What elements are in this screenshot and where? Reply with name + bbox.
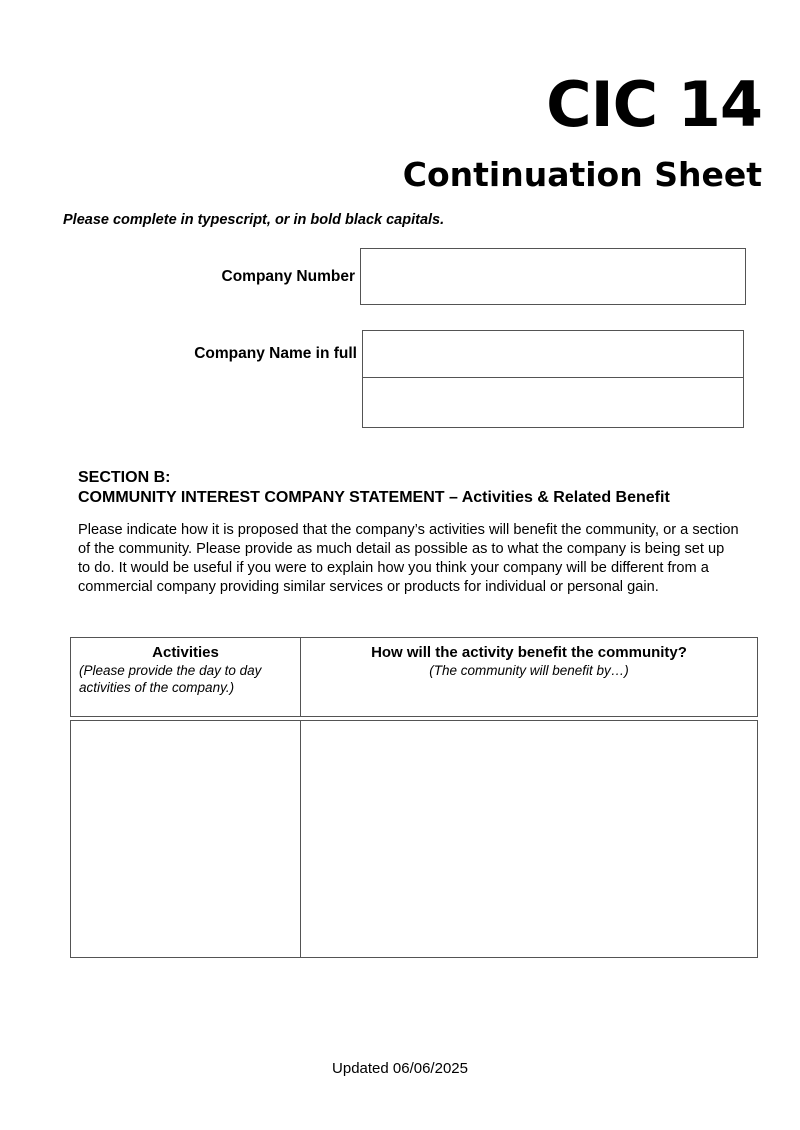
benefit-entry-cell[interactable] [301,721,757,957]
form-title: Continuation Sheet [402,155,762,194]
table-body-row [70,720,758,958]
section-b-description: Please indicate how it is proposed that the company’s activities will benefit the community, or a section of the community. Please provide as much detail as possible as to what the company is being set up to do. It would be useful if you were to explain how you think your company will be different from a commercial company providing similar services or products for individual or personal gain. [78,522,739,595]
company-name-input-line1[interactable] [362,330,744,378]
activities-column-subtitle: (Please provide the day to day activities of the company.) [79,663,262,695]
benefit-header-cell [301,638,757,716]
activities-column-title: Activities [152,644,219,661]
updated-date: Updated 06/06/2025 [332,1060,468,1077]
company-name-label: Company Name in full [194,345,357,362]
form-code: CIC 14 [546,68,762,141]
table-header-row [70,637,758,717]
section-b-heading-line2: COMMUNITY INTEREST COMPANY STATEMENT – Activities & Related Benefit [78,489,670,506]
benefit-column-subtitle: (The community will benefit by…) [429,663,629,678]
typescript-note: Please complete in typescript, or in bold black capitals. [63,212,445,228]
activities-header-cell [71,638,301,716]
company-number-input[interactable] [360,248,746,305]
section-b-heading [78,468,758,508]
activities-benefit-table [70,637,758,958]
company-name-input-line2[interactable] [362,377,744,428]
activities-entry-cell[interactable] [71,721,301,957]
section-b-heading-line1: SECTION B: [78,469,171,486]
company-number-label: Company Number [221,267,355,285]
benefit-column-title: How will the activity benefit the community? [371,644,687,661]
